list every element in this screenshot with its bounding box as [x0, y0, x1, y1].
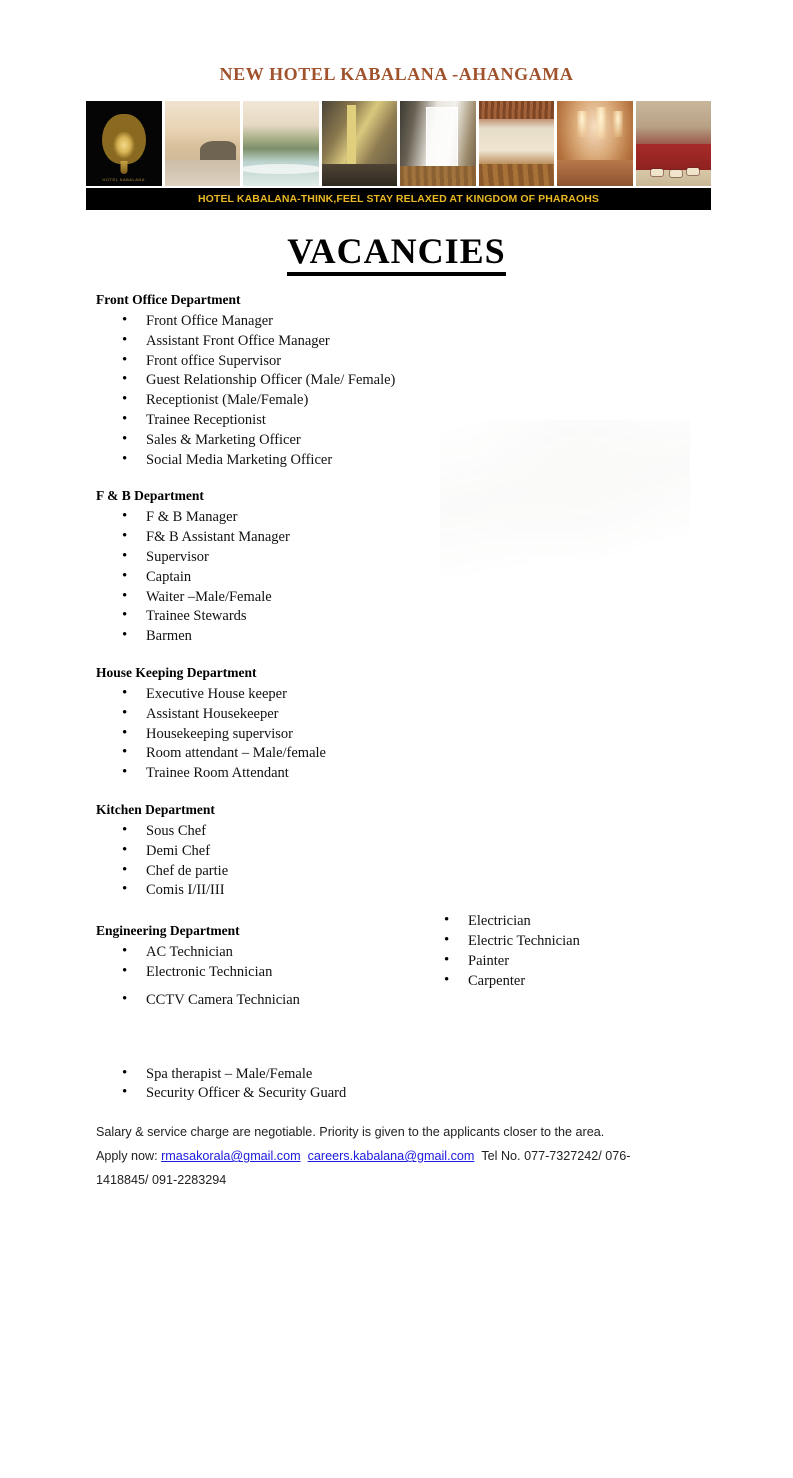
- phone-number-1: 077-7327242/: [524, 1149, 602, 1164]
- hotel-tagline-text: HOTEL KABALANA-THINK,FEEL STAY RELAXED AT KINGDOM OF PHARAOHS: [197, 193, 600, 205]
- wood-floor-shape: [400, 166, 476, 186]
- lounge-interior-photo: [479, 101, 555, 186]
- list-item: • F& B Assistant Manager: [122, 528, 793, 548]
- list-item: • Front office Supervisor: [122, 352, 793, 372]
- phone-continuation-line: [96, 1168, 709, 1192]
- phone-number-2-rest: 1418845/: [96, 1173, 149, 1188]
- department-section-fnb: [0, 488, 793, 647]
- spacer: [0, 470, 793, 488]
- mask-photo-caption: HOTEL KABALANA: [102, 177, 145, 182]
- list-item: • Receptionist (Male/Female): [122, 391, 793, 411]
- wave-shape: [243, 164, 319, 174]
- department-section-housekeeping: [0, 665, 793, 784]
- list-item: • Guest Relationship Officer (Male/ Female): [122, 371, 793, 391]
- list-item: • Spa therapist – Male/Female: [122, 1065, 793, 1085]
- chandelier-shape: [577, 111, 587, 137]
- job-list: [0, 312, 793, 470]
- list-item: • Demi Chef: [122, 842, 793, 862]
- list-item: • Sous Chef: [122, 822, 793, 842]
- restaurant-interior-photo: [322, 101, 398, 186]
- canopy-net-shape: [426, 107, 458, 171]
- tel-label: Tel No.: [481, 1149, 521, 1164]
- list-item: • Trainee Receptionist: [122, 411, 793, 431]
- chandelier-shape: [596, 107, 606, 139]
- coastline-aerial-photo: [243, 101, 319, 186]
- dish-shape: [687, 168, 699, 175]
- banquet-hall-photo: [557, 101, 633, 186]
- job-list: [0, 822, 793, 901]
- spacer: [0, 1104, 793, 1120]
- page-title: VACANCIES: [287, 232, 505, 276]
- job-list: [0, 508, 793, 647]
- phone-number-2-part: 076-: [605, 1149, 631, 1164]
- job-list-engineering-right: [430, 912, 730, 991]
- apply-line: [96, 1144, 709, 1168]
- hotel-tagline-bar: [86, 188, 711, 210]
- list-item: • Executive House keeper: [122, 685, 793, 705]
- department-heading: House Keeping Department: [96, 664, 257, 680]
- timber-ceiling-shape: [479, 101, 555, 119]
- pillar-shape: [347, 105, 356, 165]
- list-item: • Front Office Manager: [122, 312, 793, 332]
- engineering-right-column: [430, 912, 730, 991]
- list-item: • Housekeeping supervisor: [122, 725, 793, 745]
- list-item: • Comis I/II/III: [122, 881, 793, 901]
- bedroom-canopy-photo: [400, 101, 476, 186]
- table-cloth-shape: [636, 144, 712, 186]
- list-item: • Supervisor: [122, 548, 793, 568]
- list-item: • Sales & Marketing Officer: [122, 431, 793, 451]
- list-item: • Electric Technician: [444, 932, 730, 952]
- salary-note: Salary & service charge are negotiable. Priority is given to the applicants closer to the area.: [96, 1125, 605, 1140]
- department-heading: Kitchen Department: [96, 801, 215, 817]
- list-item: • Room attendant – Male/female: [122, 744, 793, 764]
- header-photo-strip: [86, 101, 711, 186]
- job-list-other: [0, 1065, 793, 1105]
- carpet-shape: [557, 160, 633, 186]
- list-item: • Trainee Stewards: [122, 607, 793, 627]
- list-item: • AC Technician: [122, 943, 793, 963]
- list-item: • F & B Manager: [122, 508, 793, 528]
- apply-now-label: Apply now:: [96, 1149, 158, 1164]
- list-item: • Carpenter: [444, 972, 730, 992]
- list-item: • Chef de partie: [122, 862, 793, 882]
- list-item: • Security Officer & Security Guard: [122, 1084, 793, 1104]
- pharaoh-beard-shape: [120, 161, 127, 174]
- list-item: • Social Media Marketing Officer: [122, 451, 793, 471]
- job-list: [0, 685, 793, 784]
- department-section-kitchen: [0, 802, 793, 901]
- list-item: • Waiter –Male/Female: [122, 588, 793, 608]
- chandelier-shape: [613, 111, 623, 137]
- buffet-table-photo: [636, 101, 712, 186]
- floor-shape: [322, 164, 398, 186]
- department-section-front-office: [0, 292, 793, 470]
- vacancies-heading-wrap: [0, 232, 793, 276]
- list-item: • CCTV Camera Technician: [122, 991, 793, 1011]
- department-section-engineering: [0, 913, 793, 1010]
- list-item: • Trainee Room Attendant: [122, 764, 793, 784]
- spacer: [0, 647, 793, 665]
- dish-shape: [651, 169, 663, 176]
- email-link-primary[interactable]: rmasakorala@gmail.com: [161, 1149, 301, 1164]
- list-item: • Captain: [122, 568, 793, 588]
- list-item: • Assistant Front Office Manager: [122, 332, 793, 352]
- list-item: • Electrician: [444, 912, 730, 932]
- wood-floor-shape: [479, 164, 555, 186]
- tutankhamun-mask-photo: [86, 101, 162, 186]
- dish-shape: [670, 170, 682, 177]
- department-heading: Front Office Department: [96, 292, 241, 307]
- beach-sunset-photo: [165, 101, 241, 186]
- surf-shape: [165, 160, 241, 186]
- pharaoh-mask-icon: [102, 114, 146, 164]
- phone-number-3: 091-2283294: [152, 1173, 227, 1188]
- page-header-title: NEW HOTEL KABALANA -AHANGAMA: [219, 64, 574, 84]
- list-item: • Barmen: [122, 627, 793, 647]
- list-item: • Assistant Housekeeper: [122, 705, 793, 725]
- spacer: [0, 1011, 793, 1065]
- contact-block: [0, 1120, 793, 1192]
- email-link-secondary[interactable]: careers.kabalana@gmail.com: [307, 1149, 475, 1164]
- vacancy-document-body: [0, 292, 793, 1192]
- list-item: • Painter: [444, 952, 730, 972]
- department-heading: F & B Department: [96, 488, 204, 504]
- spacer: [0, 784, 793, 802]
- list-item: • Electronic Technician: [122, 963, 793, 983]
- department-heading: Engineering Department: [96, 923, 240, 939]
